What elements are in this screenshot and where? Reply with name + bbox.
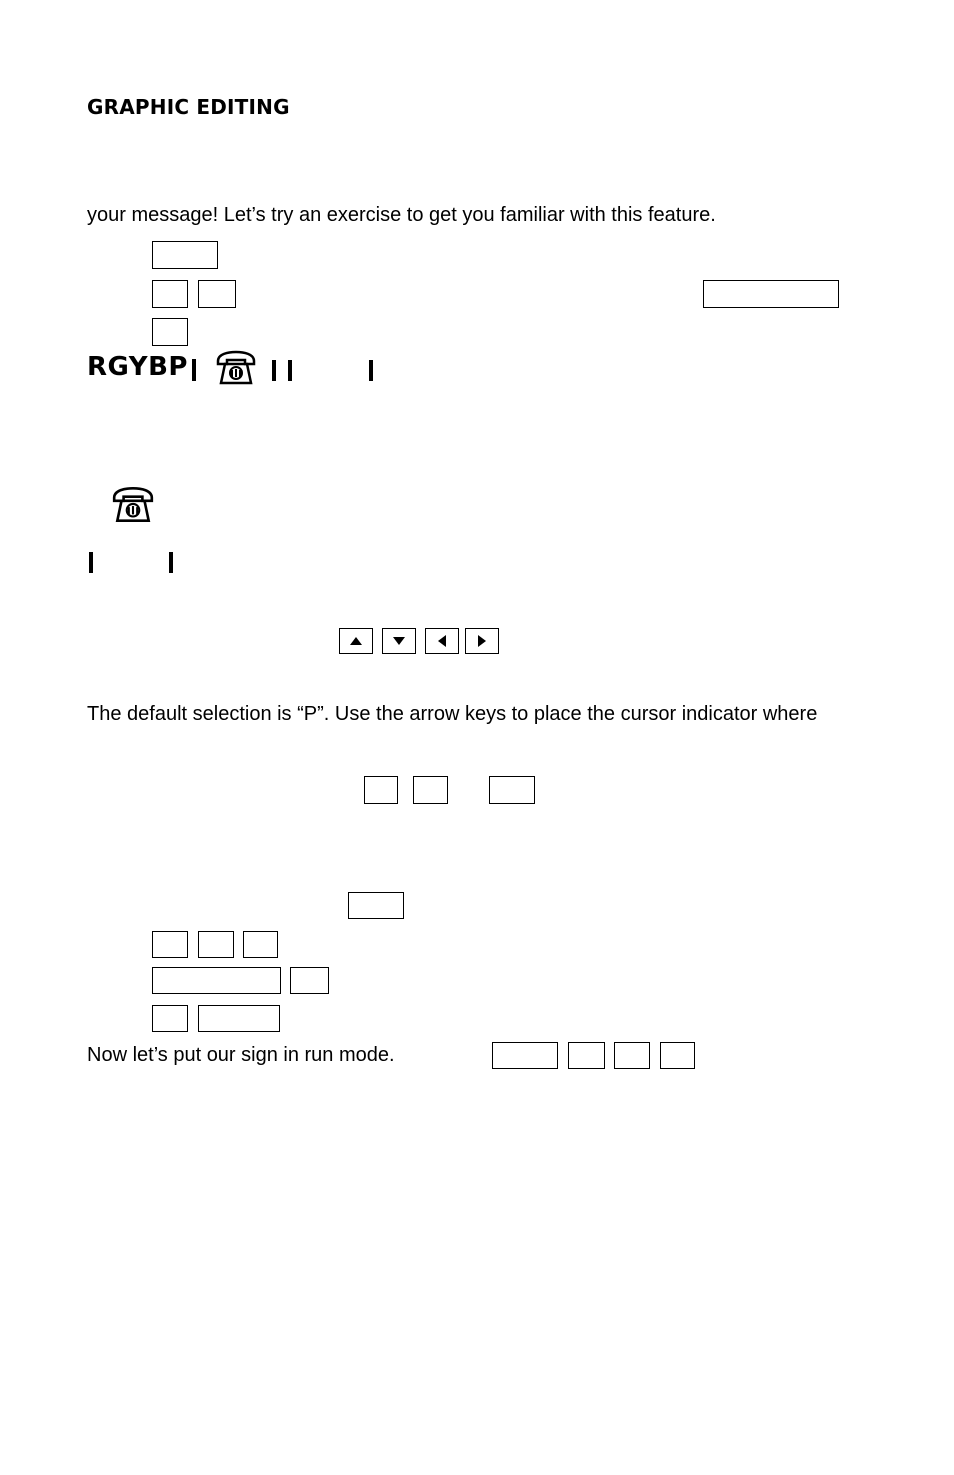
arrow-down-key[interactable] [382,628,416,654]
cursor-bar [169,552,173,573]
key-g2[interactable] [198,1005,280,1032]
step-key-2b[interactable] [198,280,236,308]
key-b[interactable] [413,776,448,804]
section-title: GRAPHIC EDITING [87,95,290,119]
cursor-bar [369,360,373,381]
key-e2[interactable] [198,931,234,958]
key-c[interactable] [489,776,535,804]
arrow-up-icon [350,637,362,645]
step-key-2c[interactable] [703,280,839,308]
key-d[interactable] [348,892,404,919]
cursor-bar [288,360,292,381]
key-g1[interactable] [152,1005,188,1032]
arrow-right-icon [478,635,486,647]
key-e1[interactable] [152,931,188,958]
arrow-down-icon [393,637,405,645]
run-key-3[interactable] [614,1042,650,1069]
run-key-4[interactable] [660,1042,695,1069]
key-f2[interactable] [290,967,329,994]
default-selection-text: The default selection is “P”. Use the arrow keys to place the cursor indicator where [87,703,818,725]
step-key-3[interactable] [152,318,188,346]
arrow-up-key[interactable] [339,628,373,654]
telephone-icon [110,486,156,524]
step-key-1[interactable] [152,241,218,269]
telephone-icon [214,350,258,386]
cursor-bar [89,552,93,573]
arrow-left-icon [438,635,446,647]
cursor-bar [272,360,276,381]
color-code-display: RGYBP [87,352,188,382]
arrow-left-key[interactable] [425,628,459,654]
intro-text: your message! Let’s try an exercise to get you familiar with this feature. [87,204,716,226]
key-a[interactable] [364,776,398,804]
step-key-2a[interactable] [152,280,188,308]
arrow-right-key[interactable] [465,628,499,654]
run-key-2[interactable] [568,1042,605,1069]
run-mode-text: Now let’s put our sign in run mode. [87,1044,395,1066]
key-f1[interactable] [152,967,281,994]
key-e3[interactable] [243,931,278,958]
run-key-1[interactable] [492,1042,558,1069]
cursor-bar [192,359,196,381]
